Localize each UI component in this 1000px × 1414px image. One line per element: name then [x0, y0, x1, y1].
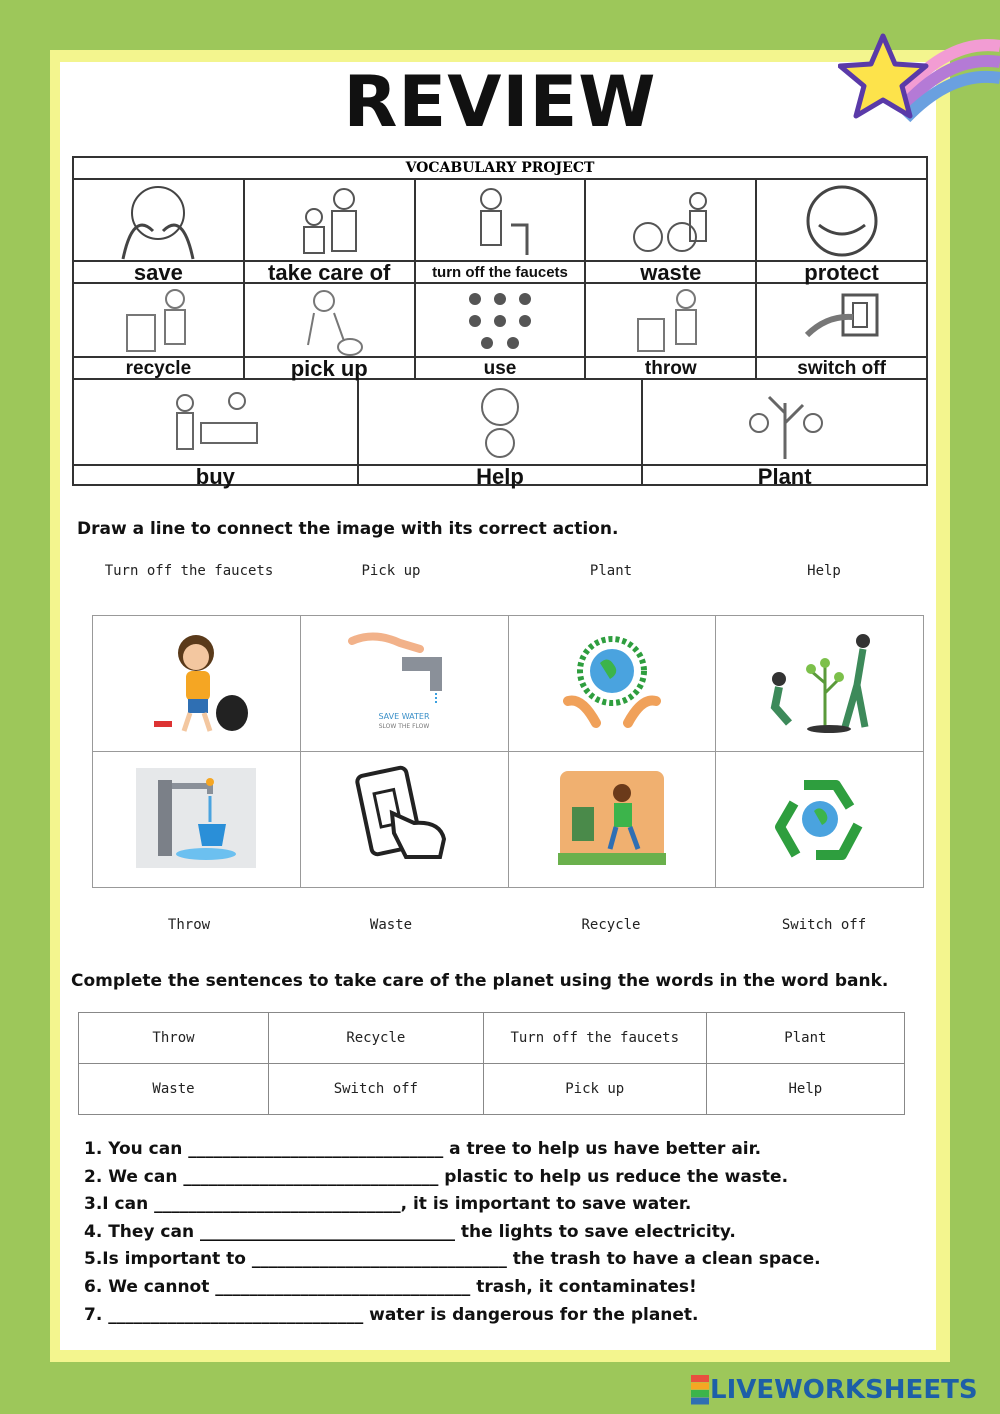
vocab-cell [245, 284, 416, 381]
vocab-cell [643, 380, 926, 489]
vocab-cell [359, 380, 644, 489]
vocab-label: protect [757, 260, 926, 282]
action-label-bottom: Waste [369, 917, 413, 933]
vocab-label: recycle [74, 356, 243, 378]
vocab-label: throw [586, 356, 755, 378]
finger-light-switch-icon [344, 763, 464, 873]
shopping-icon [165, 383, 265, 463]
vocab-cell [586, 180, 757, 285]
vocab-cell [74, 284, 245, 378]
recycle-earth-icon [760, 763, 880, 873]
eco-items-icon [455, 285, 545, 357]
word-bank-table [78, 1012, 905, 1115]
light-switch-icon [797, 285, 887, 357]
globe-hug-icon [797, 181, 887, 261]
vocab-row [74, 284, 926, 380]
word-bank-cell: Help [706, 1064, 904, 1115]
brand-name: LIVEWORKSHEETS [710, 1375, 978, 1405]
live-badge-icon [690, 1375, 710, 1405]
completion-instruction: Complete the sentences to take care of the planet using the words in the word bank. [71, 971, 889, 991]
vocab-label: switch off [757, 356, 926, 378]
page-title: REVIEW [343, 61, 657, 143]
sentence-list [84, 1136, 944, 1329]
vocabulary-heading: VOCABULARY PROJECT [74, 158, 926, 180]
vocab-label: save [74, 260, 243, 282]
action-label-top: Pick up [361, 563, 421, 579]
vocab-cell [757, 284, 926, 378]
people-planting-tree-icon [745, 627, 895, 737]
vocab-label: turn off the faucets [416, 260, 585, 282]
bicycle-trash-icon [626, 181, 716, 261]
throw-trash-icon [626, 285, 716, 357]
matching-image-grid [92, 615, 924, 888]
word-bank-cell: Recycle [268, 1013, 483, 1064]
vocab-cell [245, 180, 416, 285]
hands-holding-earth-icon [552, 627, 672, 737]
vocab-row [74, 180, 926, 284]
vocab-label: take care of [245, 260, 414, 282]
save-water-caption: SAVE WATER [378, 711, 430, 721]
vocab-label: pick up [245, 356, 414, 378]
match-image-recycle[interactable] [716, 752, 924, 888]
sentence-item[interactable]: 3.I can _____________________________, it is important to save water. [84, 1194, 692, 1215]
vocab-cell [74, 180, 245, 285]
sentence-item[interactable]: 6. We cannot ______________________________ trash, it contaminates! [84, 1276, 697, 1297]
action-label-bottom: Switch off [781, 917, 867, 933]
faucet-child-icon [455, 181, 545, 261]
child-earth-icon [450, 383, 550, 463]
action-label-bottom: Throw [167, 917, 211, 933]
liveworksheets-logo[interactable] [690, 1374, 978, 1406]
word-bank-cell: Pick up [483, 1064, 706, 1115]
action-label-top: Plant [589, 563, 633, 579]
word-bank-cell: Switch off [268, 1064, 483, 1115]
action-label-top: Turn off the faucets [104, 563, 274, 579]
vocab-cell [586, 284, 757, 378]
word-bank-cell: Throw [79, 1013, 269, 1064]
match-image-plant[interactable] [716, 616, 924, 752]
action-label-top: Help [807, 563, 841, 579]
sentence-item[interactable]: 1. You can ______________________________ a tree to help us have better air. [84, 1139, 762, 1159]
vocab-label: use [416, 356, 585, 378]
match-image-throw[interactable] [508, 752, 716, 888]
vocab-label: buy [74, 464, 357, 486]
vocab-cell [74, 380, 359, 489]
save-water-subcaption: SLOW THE FLOW [378, 722, 430, 730]
word-bank-cell: Plant [706, 1013, 904, 1064]
pick-up-trash-icon [284, 285, 374, 357]
sentence-item[interactable]: 4. They can ______________________________ the lights to save electricity. [84, 1221, 736, 1242]
rainbow-star-icon [838, 28, 1000, 138]
hands-globe-icon [113, 181, 203, 261]
match-image-waste[interactable] [93, 752, 301, 888]
girl-picking-trash-icon [136, 627, 256, 737]
match-image-help[interactable] [508, 616, 716, 752]
vocabulary-table [72, 156, 928, 489]
boy-throwing-trash-icon [552, 763, 672, 873]
sentence-item[interactable]: 5.Is important to ______________________________ the trash to have a clean space. [84, 1249, 821, 1270]
vocab-cell [416, 180, 587, 282]
match-image-turn-off-faucets[interactable] [300, 616, 508, 752]
word-bank-cell: Turn off the faucets [483, 1013, 706, 1064]
sentence-item[interactable]: 2. We can ______________________________ plastic to help us reduce the waste. [84, 1166, 789, 1187]
sentence-item[interactable]: 7. ______________________________ water is dangerous for the planet. [84, 1304, 699, 1325]
action-label-bottom: Recycle [581, 917, 641, 933]
matching-instruction: Draw a line to connect the image with its correct action. [77, 519, 619, 539]
planting-tree-icon [735, 383, 835, 463]
vocab-label: Plant [643, 464, 926, 486]
vocab-row [74, 380, 926, 489]
match-image-switch-off[interactable] [300, 752, 508, 888]
doctor-child-icon [284, 181, 374, 261]
recycle-bin-child-icon [113, 285, 203, 357]
word-bank-cell: Waste [79, 1064, 269, 1115]
running-tap-bucket-icon [136, 768, 256, 868]
match-image-pick-up[interactable] [93, 616, 301, 752]
vocab-label: waste [586, 260, 755, 282]
vocab-cell [757, 180, 926, 285]
vocab-label: Help [359, 464, 642, 486]
vocab-cell [416, 284, 587, 378]
save-water-faucet-icon [344, 627, 464, 737]
